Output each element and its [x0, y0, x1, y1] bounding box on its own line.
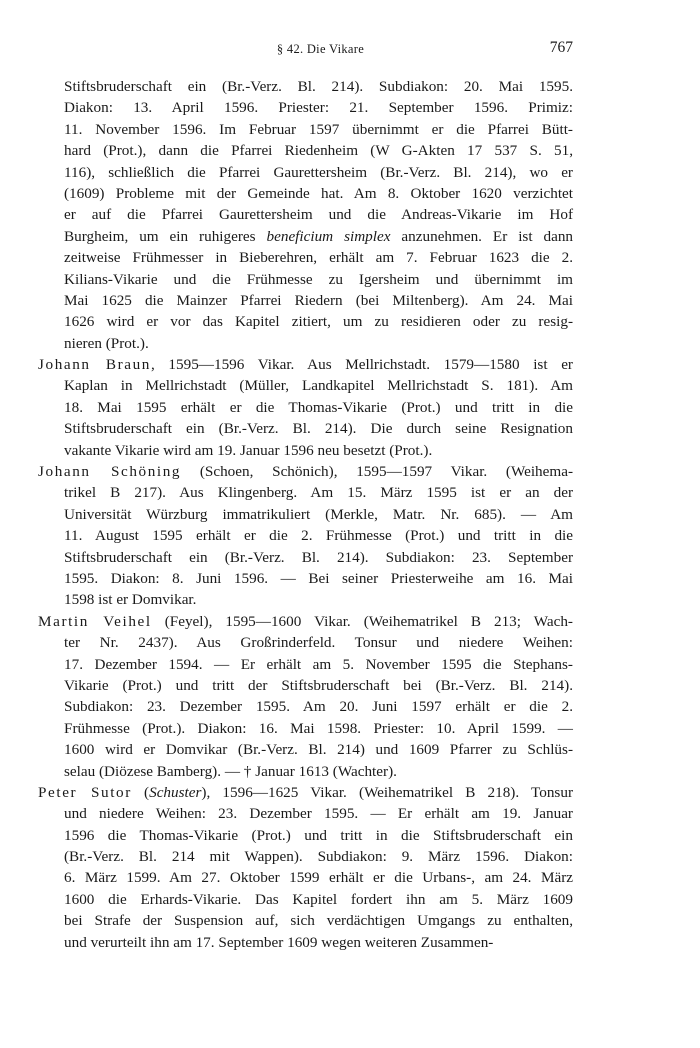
- text-line: und verurteilt ihn am 17. September 1609 wegen weiteren Zusammen-: [64, 933, 494, 951]
- text-line: 1596 die Thomas-Vikarie (Prot.) und tritt in die Stiftsbruderschaft ein: [64, 826, 573, 844]
- text-line: (1609) Probleme mit der Gemeinde hat. Am 8. Oktober 1620 verzichtet: [64, 184, 573, 202]
- entry: [38, 782, 573, 953]
- text-line: Universität Würzburg immatrikuliert (Merkle, Matr. Nr. 685). — Am: [64, 505, 573, 523]
- page-header: [68, 39, 573, 66]
- text-line: 18. Mai 1595 erhält er die Thomas-Vikarie (Prot.) und tritt in die: [64, 398, 573, 416]
- text-line: 6. März 1599. Am 27. Oktober 1599 erhält er die Urbans-, am 24. März: [64, 869, 573, 887]
- text-line: Kaplan in Mellrichstadt (Müller, Landkapitel Mellrichstadt S. 181). Am: [64, 377, 573, 395]
- text-line: hard (Prot.), dann die Pfarrei Riedenheim (W G-Akten 17 537 S. 51,: [64, 142, 573, 160]
- text-line: Burgheim, um ein ruhigeres beneficium simplex anzunehmen. Er ist dann: [64, 227, 574, 245]
- text-line: Johann Schöning (Schoen, Schönich), 1595—1597 Vikar. (Weihema-: [38, 463, 574, 481]
- text-line: selau (Diözese Bamberg). — † Januar 1613 (Wachter).: [64, 762, 397, 780]
- text-line: Mai 1625 die Mainzer Pfarrei Riedern (bei Miltenberg). Am 24. Mai: [64, 291, 573, 309]
- entry: [38, 76, 573, 354]
- text-line: Stiftsbruderschaft ein (Br.-Verz. Bl. 214). Subdiakon: 23. September: [64, 548, 573, 566]
- text-line: (Br.-Verz. Bl. 214 mit Wappen). Subdiakon: 9. März 1596. Diakon:: [64, 848, 573, 866]
- person-name: Johann Braun: [38, 356, 151, 374]
- text-line: Subdiakon: 23. Dezember 1595. Am 20. Juni 1597 erhält er die 2.: [64, 698, 573, 716]
- text-line: vakante Vikarie wird am 19. Januar 1596 neu besetzt (Prot.).: [64, 441, 433, 459]
- entry: [38, 611, 573, 782]
- text-line: Johann Braun, 1595—1596 Vikar. Aus Mellrichstadt. 1579—1580 ist er: [38, 356, 573, 374]
- text-line: Stiftsbruderschaft ein (Br.-Verz. Bl. 214). Die durch seine Resignation: [64, 420, 573, 438]
- text-line: nieren (Prot.).: [64, 334, 149, 352]
- entry: [38, 354, 573, 461]
- text-line: 1600 wird er Domvikar (Br.-Verz. Bl. 214) und 1609 Pfarrer zu Schlüs-: [64, 741, 573, 759]
- person-name: Martin Veihel: [38, 612, 152, 630]
- text-line: 116), schließlich die Pfarrei Gaurettersheim (Br.-Verz. Bl. 214), wo er: [64, 163, 573, 181]
- text-line: Stiftsbruderschaft ein (Br.-Verz. Bl. 214). Subdiakon: 20. Mai 1595.: [64, 78, 573, 95]
- text-line: 11. November 1596. Im Februar 1597 übernimmt er die Pfarrei Bütt-: [64, 120, 573, 138]
- text-line: und niedere Weihen: 23. Dezember 1595. — Er erhält am 19. Januar: [64, 805, 573, 823]
- text-line: 17. Dezember 1594. — Er erhält am 5. November 1595 die Stephans-: [64, 655, 573, 673]
- text-line: Diakon: 13. April 1596. Priester: 21. September 1596. Primiz:: [64, 99, 573, 117]
- text-line: Martin Veihel (Feyel), 1595—1600 Vikar. (Weihematrikel B 213; Wach-: [38, 612, 573, 630]
- name-alt: Schuster: [149, 783, 202, 801]
- body-text: [38, 76, 573, 953]
- text-line: bei Strafe der Suspension auf, sich verdächtigen Umgangs zu enthalten,: [64, 912, 573, 930]
- text-line: Vikarie (Prot.) und tritt der Stiftsbruderschaft bei (Br.-Verz. Bl. 214).: [64, 676, 573, 694]
- text-line: Kilians-Vikarie und die Frühmesse zu Igersheim und übernimmt im: [64, 270, 573, 288]
- text-line: er auf die Pfarrei Gaurettersheim und die Andreas-Vikarie im Hof: [64, 206, 573, 224]
- text-line: 1626 wird er vor das Kapitel zitiert, um zu residieren oder zu resig-: [64, 313, 573, 331]
- person-name: Johann Schöning: [38, 463, 182, 481]
- page-number: 767: [549, 39, 573, 56]
- text-line: 1595. Diakon: 8. Juni 1596. — Bei seiner Priesterweihe am 16. Mai: [64, 569, 573, 587]
- text-line: trikel B 217). Aus Klingenberg. Am 15. März 1595 ist er an der: [64, 484, 573, 502]
- entry: [38, 461, 573, 611]
- text-line: Peter Sutor (Schuster), 1596—1625 Vikar. (Weihematrikel B 218). Tonsur: [38, 783, 573, 801]
- text-line: 11. August 1595 erhält er die 2. Frühmesse (Prot.) und tritt in die: [64, 527, 573, 545]
- text-line: 1600 die Erhards-Vikarie. Das Kapitel fordert ihn am 5. März 1609: [64, 890, 573, 908]
- running-head: § 42. Die Vikare: [276, 42, 365, 56]
- text-line: 1598 ist er Domvikar.: [64, 591, 197, 609]
- person-name: Peter Sutor: [38, 783, 132, 801]
- text-line: ter Nr. 2437). Aus Großrinderfeld. Tonsur und niedere Weihen:: [64, 634, 573, 652]
- text-line: zeitweise Frühmesser in Bieberehren, erhält am 7. Februar 1623 die 2.: [64, 249, 573, 267]
- text-line: Frühmesse (Prot.). Diakon: 16. Mai 1598. Priester: 10. April 1599. —: [64, 719, 573, 737]
